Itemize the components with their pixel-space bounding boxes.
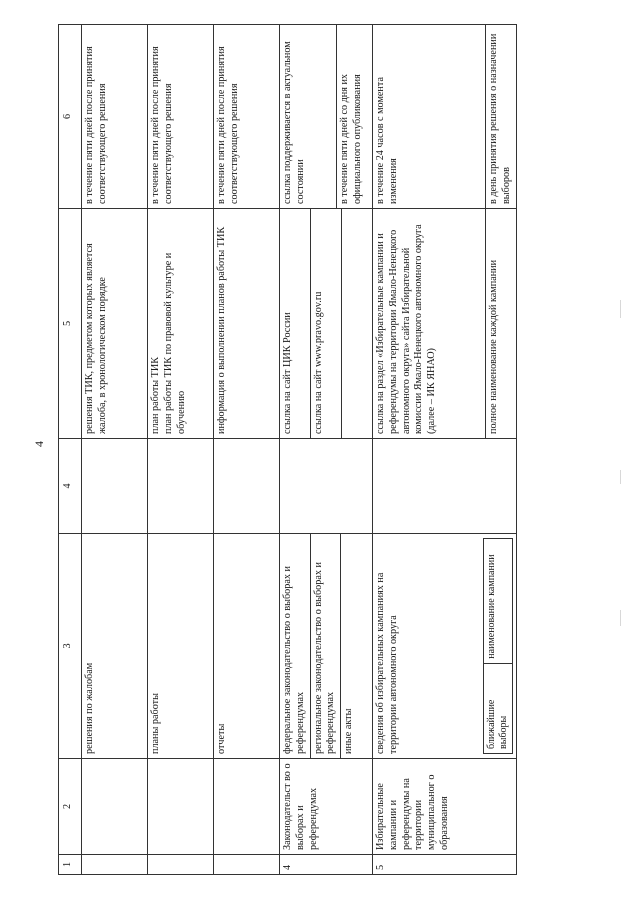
nested-cell: наименование кампании (484, 539, 513, 664)
content-cell: решения ТИК, предметом которых является жалоба, в хронологическом порядке (82, 209, 148, 439)
deadline-text: в течение пяти дней со дня их официального опубликования (336, 25, 365, 208)
row-number (214, 855, 280, 875)
scan-artifact (620, 470, 621, 484)
content-text: полное наименование каждой кампании (485, 209, 501, 438)
header-col-3: 3 (59, 534, 82, 759)
deadline-cell: в течение пяти дней после принятия соответствующего решения (214, 25, 280, 209)
content-cell: план работы ТИК план работы ТИК по правовой культуре и обучению (148, 209, 214, 439)
table-row (82, 25, 148, 875)
subsection: федеральное законодательство о выборах и референдумах (282, 566, 306, 754)
nested-table (483, 538, 513, 754)
deadline-text: ссылка поддерживается в актуальном состоянии (282, 41, 306, 204)
content-text: ссылка на раздел «Избирательные кампании и референдумы на территории Ямало-Ненецкого автономного округа» сайта Избирательной комиссии Ямало-Ненецкого автономного округа (далее – ИК ЯНАО) (375, 224, 437, 434)
scan-artifact (620, 610, 621, 626)
col-4-cell (280, 439, 373, 534)
page-number: 4 (32, 441, 46, 447)
header-col-1: 1 (59, 855, 82, 875)
subsection: решения по жалобам (82, 534, 148, 759)
row-number (148, 855, 214, 875)
table-row (214, 25, 280, 875)
section-title: Законодательст во о выборах и референдумах (280, 759, 373, 855)
subsection: отчеты (214, 534, 280, 759)
section-title: Избирательные кампании и референдумы на территории муниципальног о образования (373, 759, 517, 855)
col-4-cell (82, 439, 148, 534)
deadline-text: в течение 24 часов с момента изменения (375, 77, 399, 204)
col-4-cell (148, 439, 214, 534)
section-title (82, 759, 148, 855)
subsection-group (280, 534, 373, 759)
content-link: ссылка на сайт ЦИК России (282, 312, 293, 434)
content-cell-group (280, 209, 373, 439)
deadline-cell-group (280, 25, 373, 209)
content-cell-group (373, 209, 517, 439)
section-title (148, 759, 214, 855)
deadline-cell: в течение пяти дней после принятия соответствующего решения (82, 25, 148, 209)
rotated-table-container (58, 25, 568, 875)
deadline-cell-group (373, 25, 517, 209)
col-4-cell (214, 439, 280, 534)
table-row (148, 25, 214, 875)
subsection-group (373, 534, 517, 759)
nested-cell: ближайшие выборы (484, 663, 513, 753)
header-col-6: 6 (59, 25, 82, 209)
header-col-2: 2 (59, 759, 82, 855)
document-table (58, 24, 517, 875)
content-cell: информация о выполнении планов работы ТИК (214, 209, 280, 439)
header-row (59, 25, 82, 875)
content-empty (341, 209, 370, 438)
subsection: сведения об избирательных кампаниях на территории автономного округа (375, 572, 399, 754)
header-col-4: 4 (59, 439, 82, 534)
content-link: ссылка на сайт www.pravo.gov.ru (310, 209, 339, 438)
row-number: 5 (373, 855, 517, 875)
subsection: иные акты (340, 534, 369, 758)
scan-artifact (620, 300, 621, 318)
row-number: 4 (280, 855, 373, 875)
subsection: региональное законодательство о выборах и референдумах (310, 534, 339, 758)
subsection: планы работы (148, 534, 214, 759)
header-col-5: 5 (59, 209, 82, 439)
deadline-text: в день принятия решения о назначении выборов (485, 25, 514, 208)
section-title (214, 759, 280, 855)
row-number (82, 855, 148, 875)
deadline-cell: в течение пяти дней после принятия соответствующего решения (148, 25, 214, 209)
table-row (373, 25, 517, 875)
col-4-cell (373, 439, 517, 534)
table-row (280, 25, 373, 875)
